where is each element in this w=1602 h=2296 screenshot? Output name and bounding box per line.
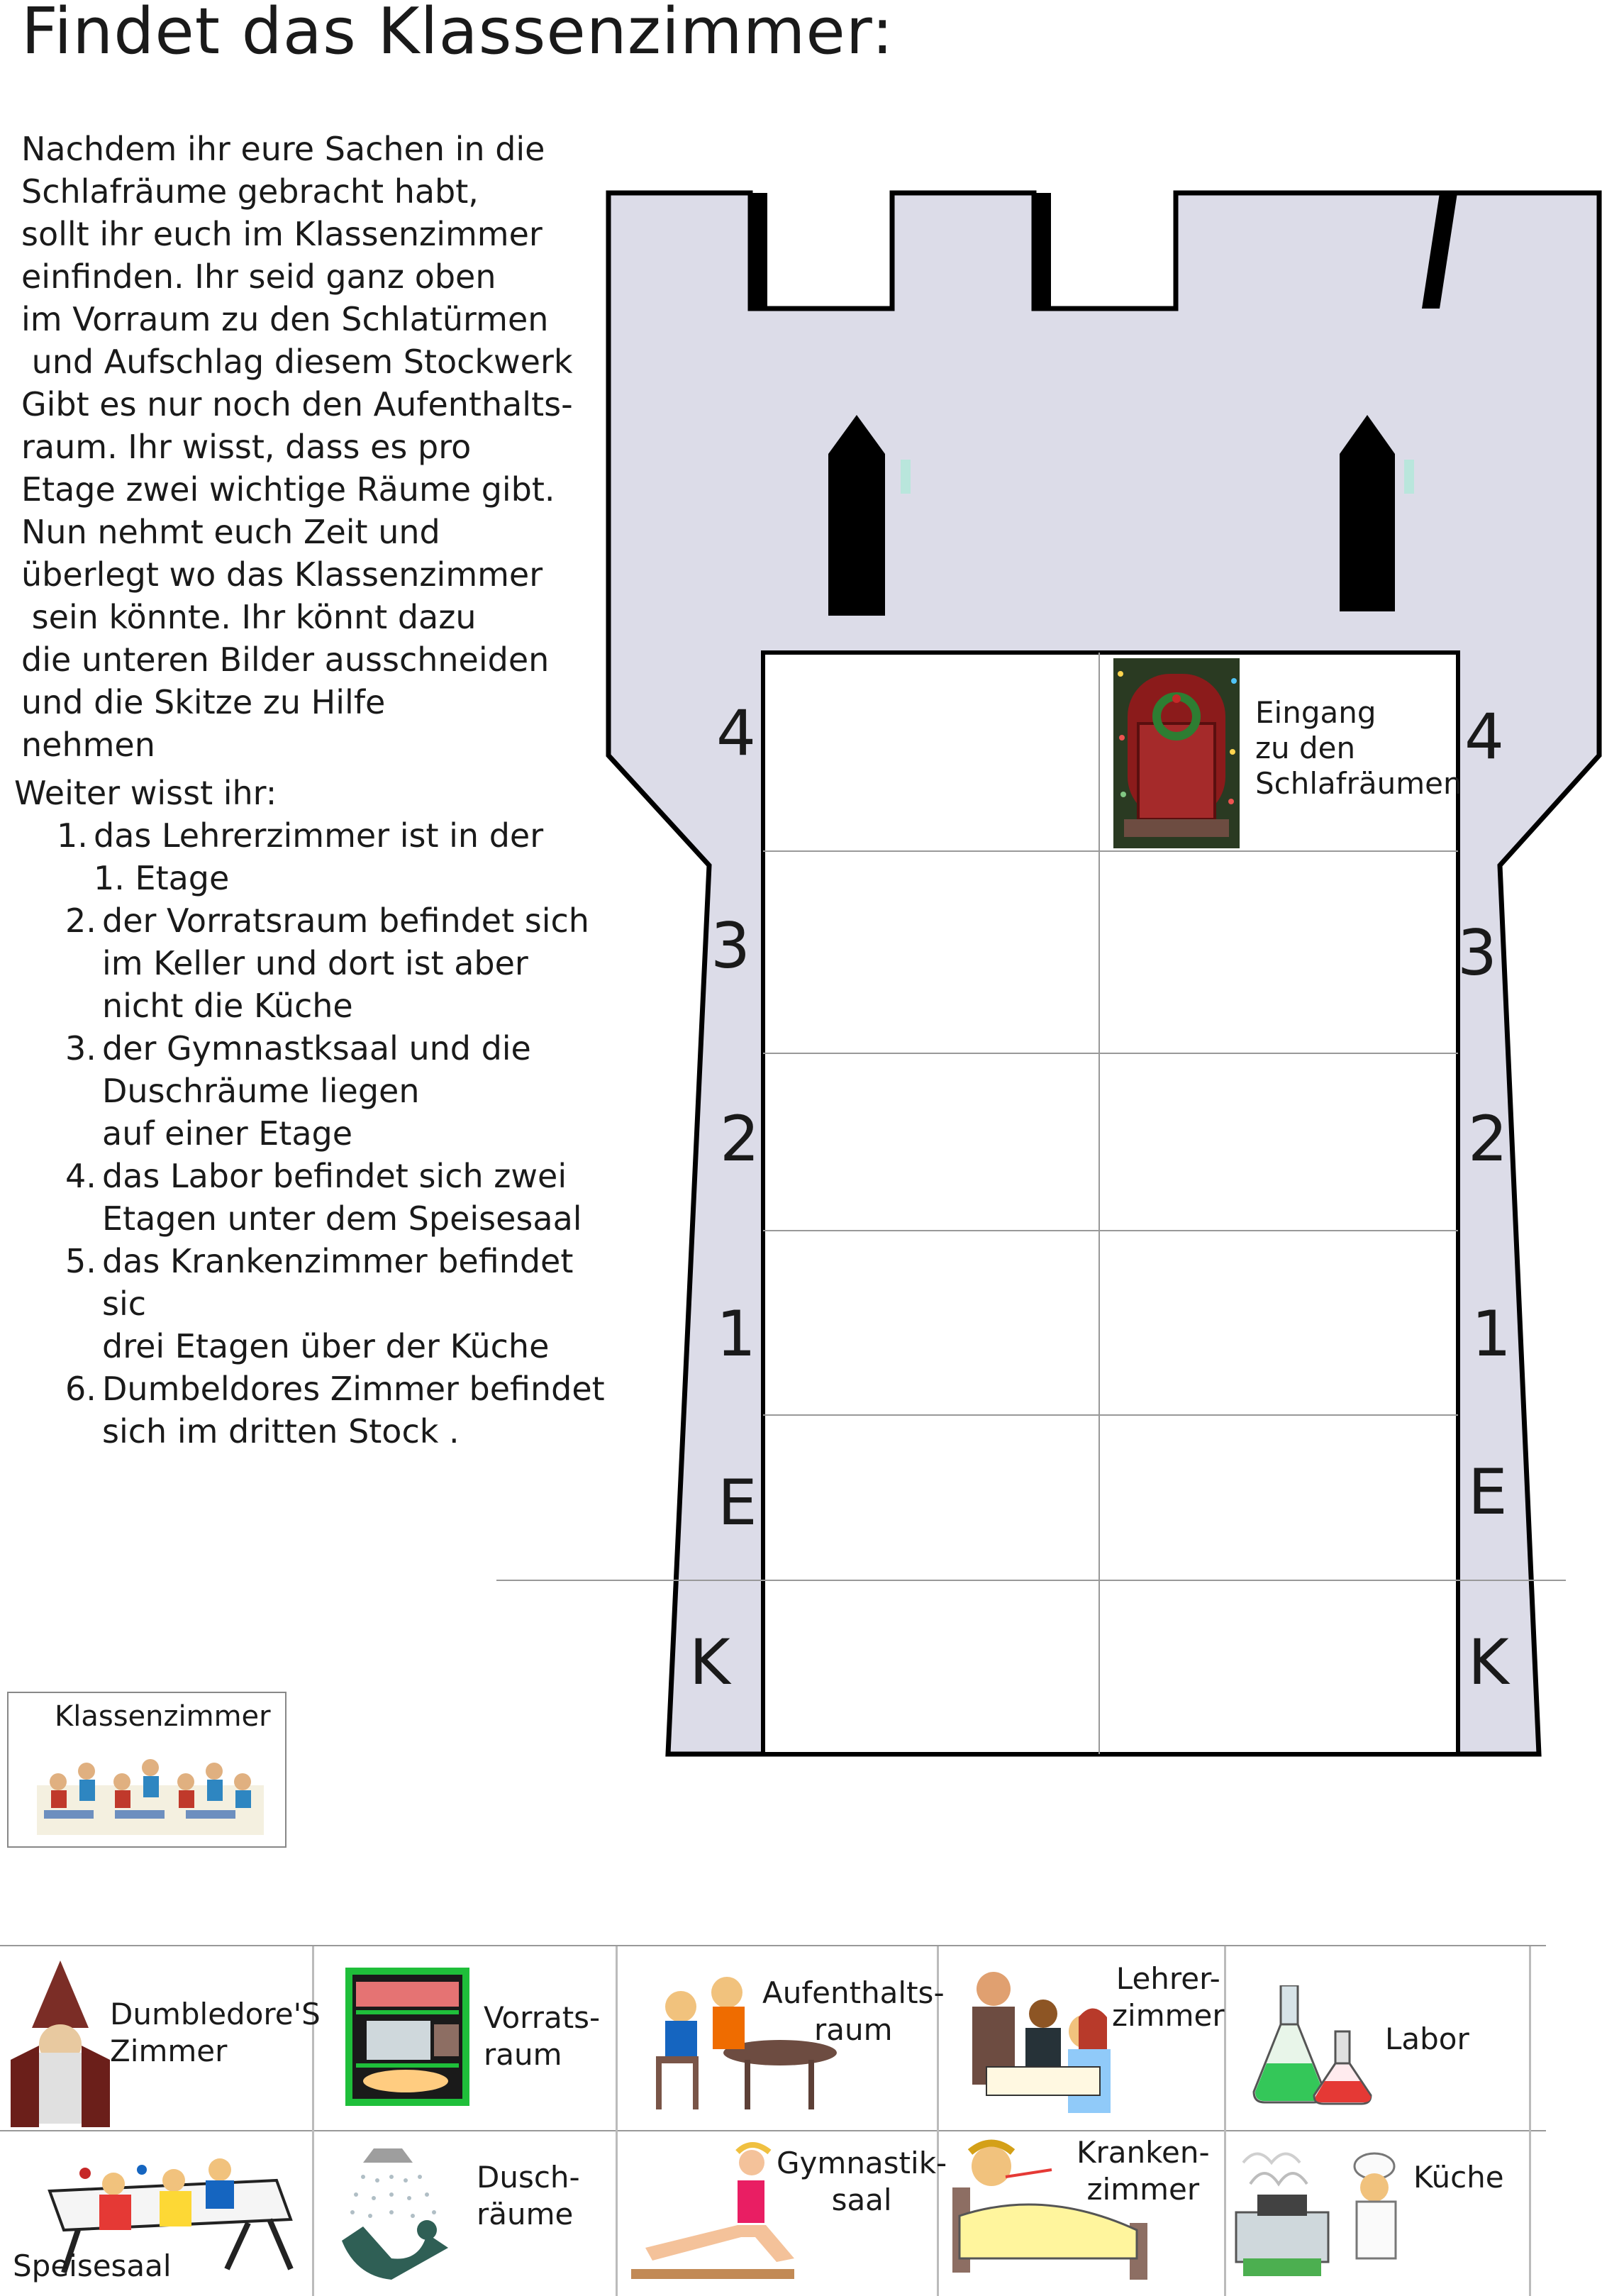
gymnast-icon [631,2141,794,2290]
cutout-lehrerzimmer[interactable] [938,1946,1225,2131]
cutout-label: Vorrats- raum [484,2000,601,2072]
floor-label-right-k: K [1468,1626,1509,1699]
intro-line: Nachdem ihr eure Sachen in die [21,130,545,168]
shower-icon [335,2141,462,2287]
intro-line: Gibt es nur noch den Aufenthalts- [21,385,573,423]
intro-line: und Aufschlag diesem Stockwerk [21,343,573,381]
cutout-kueche[interactable] [1225,2131,1530,2296]
page-title: Findet das Klassenzimmer: [21,0,894,69]
clue-text: das Labor befindet sich zwei Etagen unter dem Speisesaal [102,1157,582,1238]
cutout-label: Aufenthalts- raum [762,1975,945,2047]
classroom-card-label: Klassenzimmer [55,1700,271,1733]
cutout-label: Dusch- räume [477,2160,580,2231]
intro-line: Etage zwei wichtige Räume gibt. [21,470,555,509]
classroom-icon [37,1743,264,1842]
cutout-vorratsraum[interactable] [313,1946,617,2131]
cutout-speisesaal[interactable] [0,2131,313,2296]
entrance-label: Eingang zu den Schlafräumen [1255,695,1462,801]
intro-line: nehmen [21,726,155,764]
intro-line: und die Skitze zu Hilfe [21,683,386,721]
floor-label-right-e: E [1468,1455,1508,1529]
wizard-icon [11,1961,110,2127]
floor-label-left-3: 3 [711,909,750,982]
cutout-duschraeume[interactable] [313,2131,617,2296]
clue-text: das Krankenzimmer befindet sic drei Etagen über der Küche [102,1242,574,1365]
clue-text: das Lehrerzimmer ist in der 1. Etage [94,816,544,897]
intro-line: überlegt wo das Klassenzimmer [21,555,543,594]
cutout-label: Lehrer- zimmer [1112,1961,1225,2033]
cutout-aufenthaltsraum[interactable] [617,1946,945,2131]
door-icon [1113,658,1240,848]
floor-label-right-3: 3 [1457,916,1497,989]
intro-line: raum. Ihr wisst, dass es pro [21,428,472,466]
flask-icon [1247,1985,1389,2106]
intro-line: die unteren Bilder ausschneiden [21,640,550,679]
intro-line: sein könnte. Ihr könnt dazu [21,598,477,636]
intro-line: Nun nehmt euch Zeit und [21,513,440,551]
intro-line: im Vorraum zu den Schlatürmen [21,300,549,338]
window-right-icon [1340,415,1395,611]
classroom-card[interactable] [7,1692,287,1848]
clues-heading: Weiter wisst ihr: [14,774,277,812]
clue-number: 1. [57,816,88,855]
cutout-labor[interactable] [1225,1946,1530,2131]
pantry-icon [345,1968,469,2106]
floor-label-left-2: 2 [720,1102,760,1175]
floor-label-left-1: 1 [716,1297,756,1370]
teachers-icon [944,1961,1128,2124]
cutout-label: Kranken- zimmer [1077,2135,1210,2207]
clue-text: der Gymnastksaal und die Duschräume liegen auf einer Etage [102,1029,531,1153]
floor-label-right-2: 2 [1468,1102,1508,1175]
cutout-label: Küche [1413,2160,1504,2195]
clue-text: der Vorratsraum befindet sich im Keller und dort ist aber nicht die Küche [102,902,589,1025]
clue-text: Dumbeldores Zimmer befindet sich im dritten Stock . [102,1370,605,1451]
intro-line: Schlafräume gebracht habt, [21,172,479,211]
cutout-table [0,1945,1546,2296]
floor-label-left-e: E [718,1466,757,1539]
floor-label-right-1: 1 [1472,1297,1511,1370]
cutout-label: Dumbledore'S Zimmer [110,1997,321,2068]
intro-line: sollt ihr euch im Klassenzimmer [21,215,543,253]
floor-grid [496,653,1566,1754]
intro-line: einfinden. Ihr seid ganz oben [21,257,496,296]
floor-label-left-k: K [689,1626,730,1699]
cutout-label: Speisesaal [13,2248,172,2283]
cutout-dumbledore[interactable] [0,1946,321,2131]
clue-number: 5. [65,1242,96,1280]
clue-number: 3. [65,1029,96,1067]
chef-icon [1229,2141,1442,2287]
window-left-icon [828,415,885,616]
floor-label-left-4: 4 [716,697,756,770]
clue-number: 2. [65,902,96,940]
clue-number: 6. [65,1370,96,1408]
cutout-label: Gymnastik- saal [777,2146,947,2217]
floor-label-right-4: 4 [1464,700,1504,773]
cutout-gymnastiksaal[interactable] [617,2131,947,2296]
clue-number: 4. [65,1157,96,1195]
cutout-krankenzimmer[interactable] [938,2131,1225,2296]
cutout-label: Labor [1385,2022,1469,2056]
